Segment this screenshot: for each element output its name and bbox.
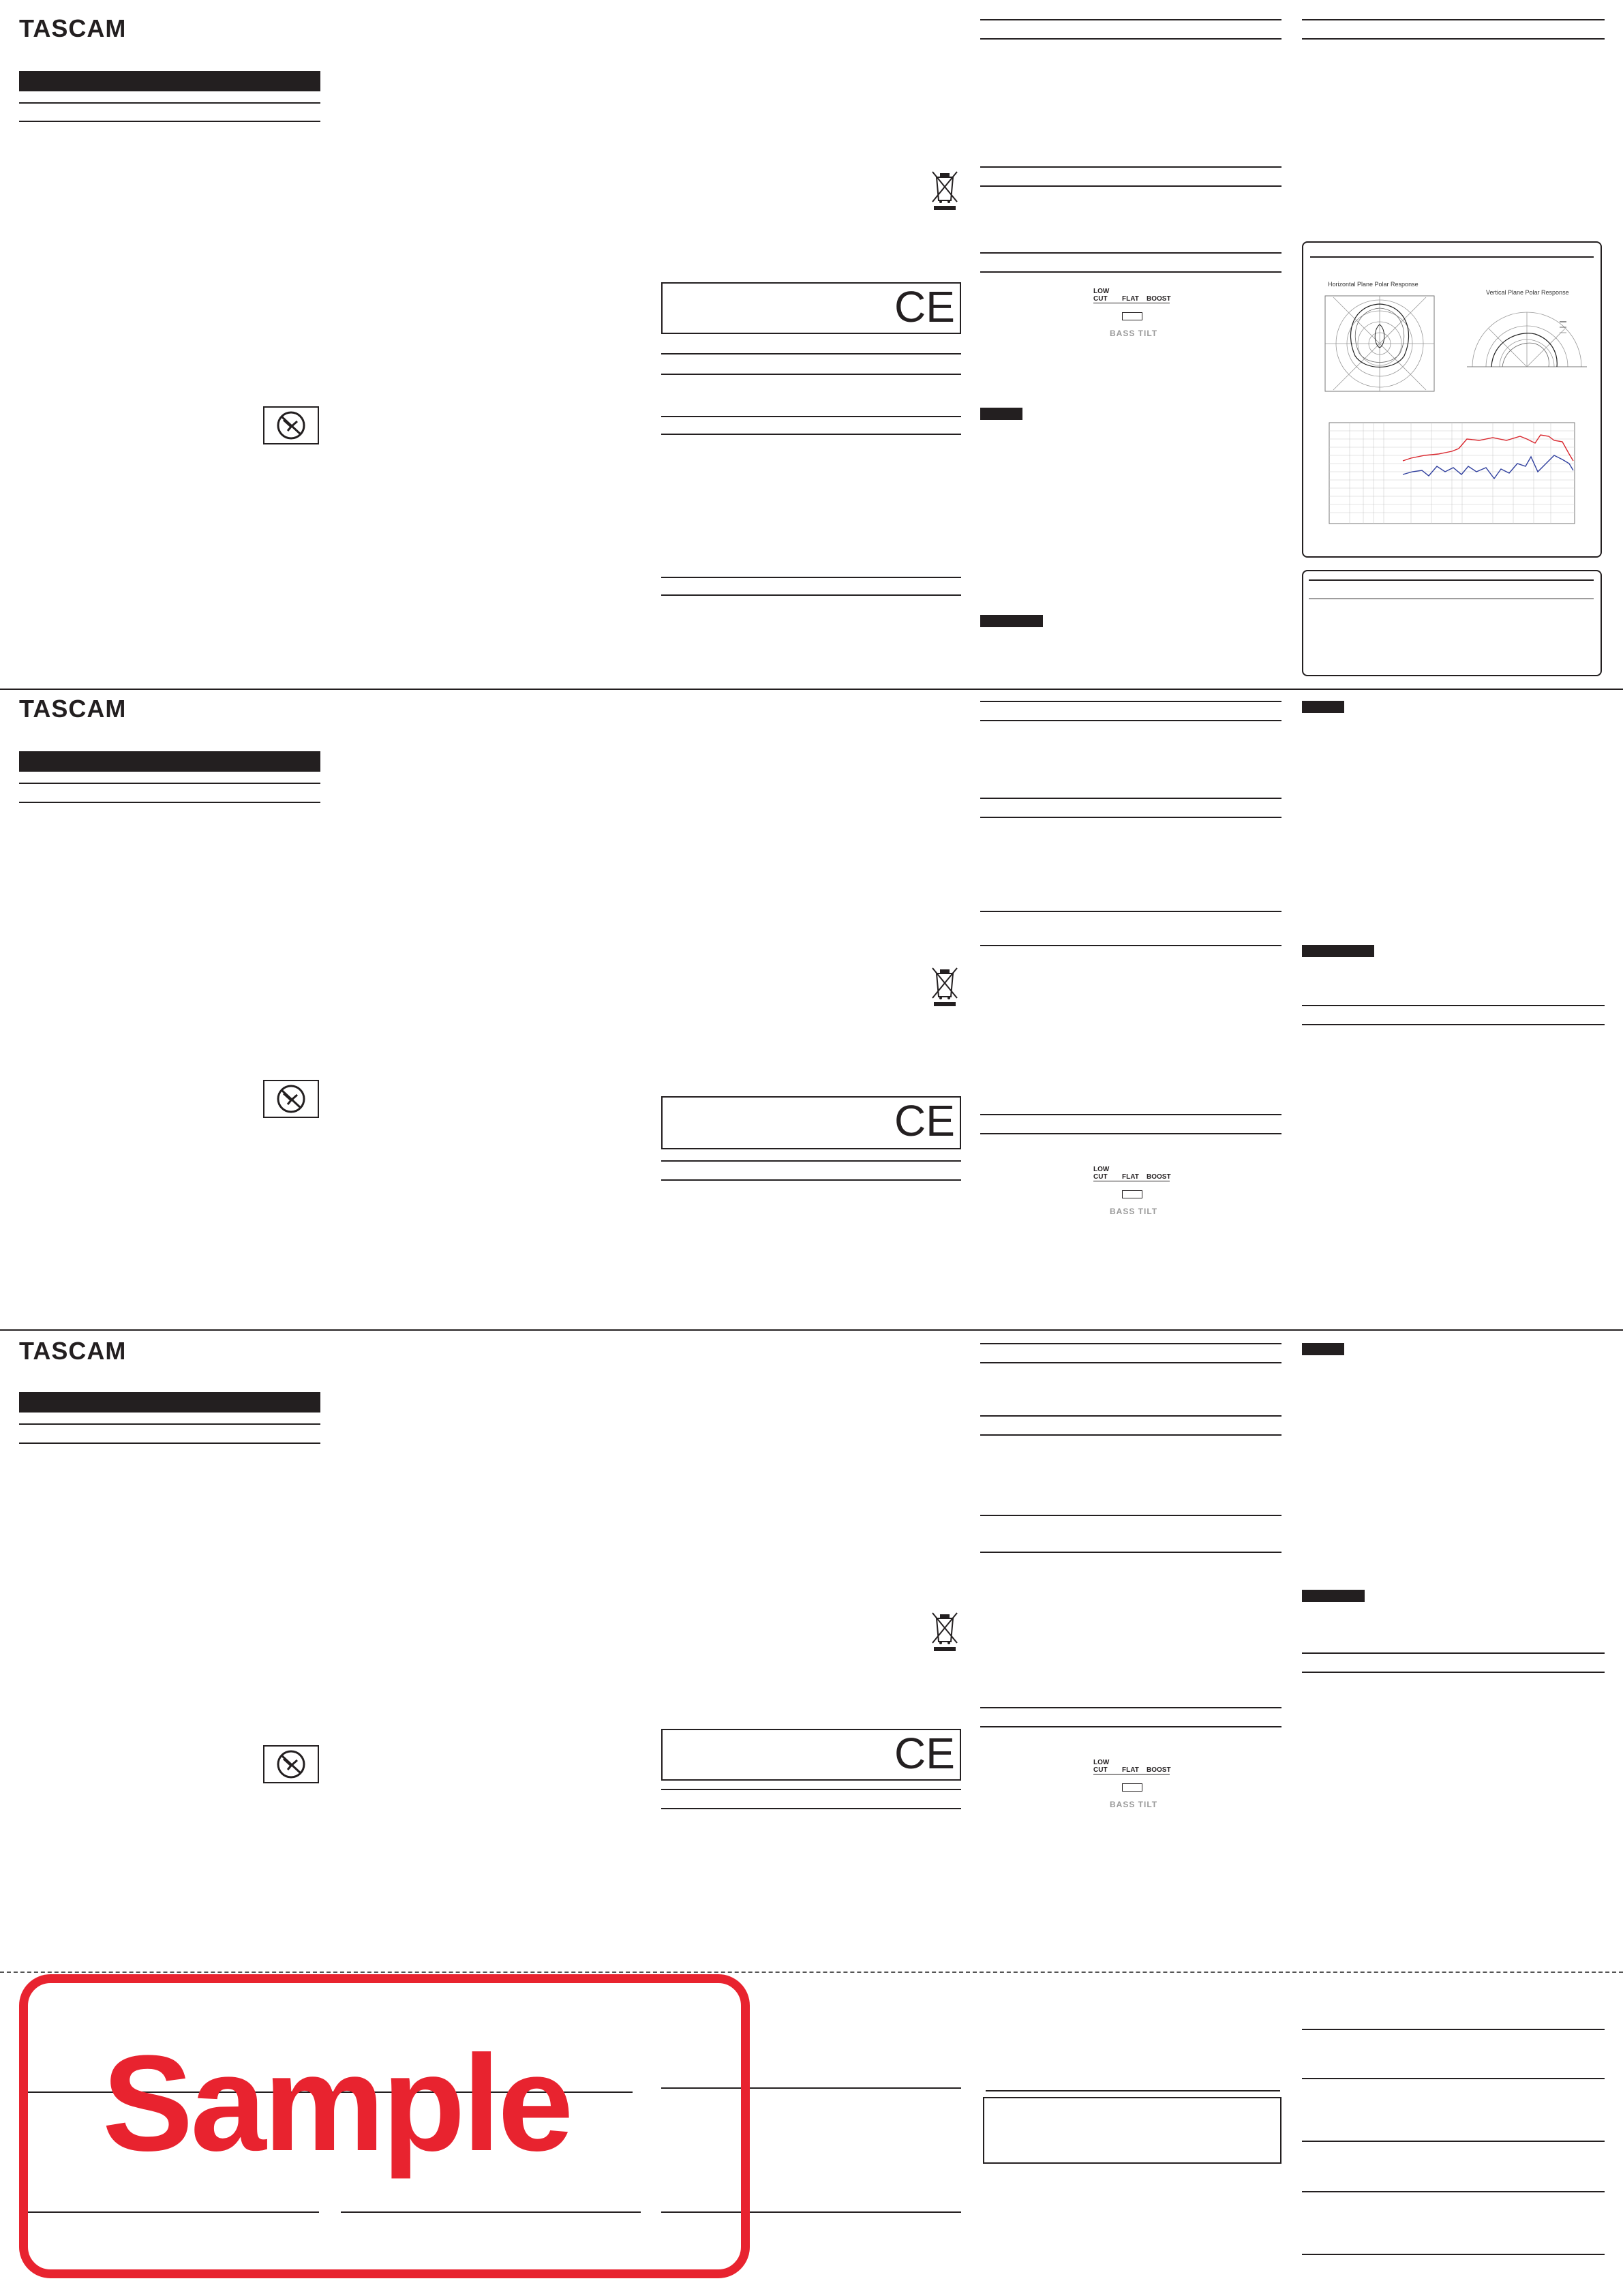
rule-2c: [661, 1160, 961, 1162]
rule-3f: [980, 1362, 1281, 1363]
section-tab-2a: [1302, 701, 1344, 713]
rule-2i: [980, 911, 1281, 912]
frequency-response-chart: [1322, 421, 1581, 536]
rule-1i: [980, 19, 1281, 20]
brand-logo-3: TASCAM: [19, 1337, 127, 1365]
rule-4g: [1302, 2029, 1605, 2030]
ce-mark-icon: CE: [894, 282, 955, 331]
boost-label: BOOST: [1147, 295, 1171, 303]
rule-3d: [661, 1808, 961, 1809]
rule-1l: [980, 185, 1281, 187]
rule-4k: [1302, 2254, 1605, 2255]
title-bar-2: [19, 751, 320, 772]
notice-box: [983, 2097, 1281, 2164]
rule-1m: [980, 252, 1281, 254]
rule-2f: [980, 720, 1281, 721]
rule-1g: [661, 577, 961, 578]
rule-3i: [980, 1515, 1281, 1516]
weee-bin-icon-3: [931, 1610, 958, 1652]
section-tab-3b: [1302, 1590, 1365, 1602]
rule-2j: [980, 945, 1281, 946]
bass-tilt-switch-3: [1093, 1759, 1175, 1813]
rule-2b: [19, 802, 320, 803]
vertical-polar-chart: [1464, 299, 1590, 374]
rule-3g: [980, 1415, 1281, 1417]
rule-3c: [661, 1789, 961, 1790]
brand-logo-2: TASCAM: [19, 695, 127, 723]
low-cut-label: LOW CUT: [1093, 1166, 1110, 1181]
rule-1h: [661, 594, 961, 596]
boost-label: BOOST: [1147, 1173, 1171, 1181]
title-bar-3: [19, 1392, 320, 1413]
rule-2l: [980, 1133, 1281, 1134]
no-disassembly-icon: [263, 406, 319, 444]
rule-3h: [980, 1434, 1281, 1436]
rule-1e: [661, 416, 961, 417]
vertical-polar-title: Vertical Plane Polar Response: [1486, 289, 1569, 296]
horizontal-polar-chart: [1320, 290, 1440, 397]
rule-1f: [661, 434, 961, 435]
section-tab-1b: [980, 615, 1043, 627]
cut-line: [0, 1972, 1623, 1973]
rule-3k: [980, 1707, 1281, 1708]
rule-1c: [661, 353, 961, 354]
rule-2g: [980, 798, 1281, 799]
section-tab-3a: [1302, 1343, 1344, 1355]
rule-2a: [19, 783, 320, 784]
flat-label: FLAT: [1122, 1766, 1139, 1774]
bass-tilt-switch-2: [1093, 1166, 1175, 1220]
rule-3l: [980, 1726, 1281, 1727]
weee-bin-icon-2: [931, 965, 958, 1008]
rule-2d: [661, 1179, 961, 1181]
ce-mark-icon-2: CE: [894, 1096, 955, 1145]
ce-mark-icon-3: CE: [894, 1729, 955, 1778]
rule-2e: [980, 701, 1281, 702]
bass-tilt-label: BASS TILT: [1110, 1207, 1158, 1216]
polar-response-panel: [1302, 241, 1602, 558]
bass-tilt-label: BASS TILT: [1110, 1800, 1158, 1809]
section-divider-1: [0, 689, 1623, 690]
rule-4i: [1302, 2141, 1605, 2142]
rule-1n: [980, 271, 1281, 273]
rule-4f: [986, 2090, 1280, 2091]
sample-watermark: Sample: [102, 2027, 571, 2179]
rule-1a: [19, 102, 320, 104]
section-tab-2b: [1302, 945, 1374, 957]
flat-label: FLAT: [1122, 295, 1139, 303]
rule-3a: [19, 1423, 320, 1425]
rule-1j: [980, 38, 1281, 40]
rule-4j: [1302, 2191, 1605, 2192]
rule-3n: [1302, 1672, 1605, 1673]
rule-1p: [1302, 38, 1605, 40]
boost-label: BOOST: [1147, 1766, 1171, 1774]
low-cut-label: LOW CUT: [1093, 1759, 1110, 1774]
low-cut-label: LOW CUT: [1093, 288, 1110, 303]
rule-1k: [980, 166, 1281, 168]
rule-2h: [980, 817, 1281, 818]
rule-2m: [1302, 1005, 1605, 1006]
section-tab-1a: [980, 408, 1022, 420]
rule-1b: [19, 121, 320, 122]
rule-3e: [980, 1343, 1281, 1344]
flat-label: FLAT: [1122, 1173, 1139, 1181]
rule-3b: [19, 1442, 320, 1444]
weee-bin-icon: [931, 169, 958, 211]
no-disassembly-icon-3: [263, 1745, 319, 1783]
rule-2n: [1302, 1024, 1605, 1025]
title-bar-1: [19, 71, 320, 91]
brand-logo-1: TASCAM: [19, 14, 127, 42]
rule-2k: [980, 1114, 1281, 1115]
specifications-panel: [1302, 570, 1602, 676]
horizontal-polar-title: Horizontal Plane Polar Response: [1328, 281, 1419, 288]
rule-4h: [1302, 2078, 1605, 2079]
rule-3j: [980, 1552, 1281, 1553]
rule-1o: [1302, 19, 1605, 20]
no-disassembly-icon-2: [263, 1080, 319, 1118]
bass-tilt-label: BASS TILT: [1110, 329, 1158, 338]
rule-1d: [661, 374, 961, 375]
section-divider-2: [0, 1329, 1623, 1331]
rule-3m: [1302, 1652, 1605, 1654]
bass-tilt-switch-1: [1093, 288, 1175, 342]
